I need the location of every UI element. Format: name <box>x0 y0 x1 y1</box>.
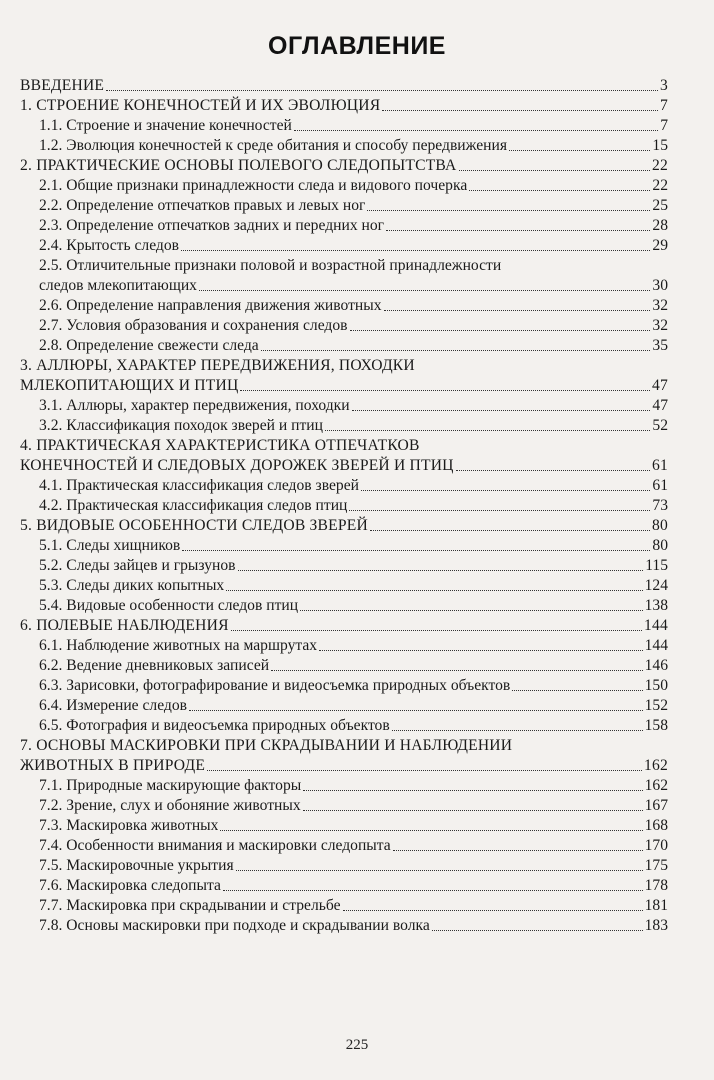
toc-entry-line <box>39 316 668 336</box>
toc-section-entry <box>20 916 668 936</box>
toc-entry-line <box>39 116 668 136</box>
toc-section-entry <box>20 656 668 676</box>
toc-entry-title: 6.5. Фотография и видеосъемка природных объектов <box>39 717 390 734</box>
toc-entry-title: 7.2. Зрение, слух и обоняние животных <box>39 797 301 814</box>
toc-entry-title: 5.1. Следы хищников <box>39 537 181 554</box>
toc-section-entry <box>20 296 668 316</box>
toc-entry-page: 146 <box>644 657 668 674</box>
toc-entry-page: 152 <box>644 697 668 714</box>
toc-entry-page: 80 <box>652 517 668 534</box>
toc-entry-page: 162 <box>644 757 668 774</box>
toc-section-entry <box>20 876 668 896</box>
toc-entry-page: 35 <box>652 337 668 354</box>
toc-section-entry <box>20 116 668 136</box>
dot-leader <box>512 690 642 691</box>
toc-entry-title: 2.7. Условия образования и сохранения следов <box>39 317 348 334</box>
toc-section-entry <box>20 676 668 696</box>
dot-leader <box>303 790 642 791</box>
toc-entry-title: 6.4. Измерение следов <box>39 697 188 714</box>
toc-entry-title: 6. ПОЛЕВЫЕ НАБЛЮДЕНИЯ <box>20 617 229 634</box>
toc-section-entry <box>20 816 668 836</box>
toc-entry-line <box>39 696 668 716</box>
toc-entry-page: 52 <box>652 417 668 434</box>
dot-leader <box>350 330 651 331</box>
dot-leader <box>325 430 650 431</box>
page-number: 225 <box>345 1037 369 1053</box>
toc-entry-title-continued: ЖИВОТНЫХ В ПРИРОДЕ <box>20 757 206 774</box>
dot-leader <box>238 570 644 571</box>
toc-section-entry <box>20 896 668 916</box>
toc-entry-title: 2.4. Крытость следов <box>39 237 180 254</box>
toc-entry-page: 158 <box>644 717 668 734</box>
toc-entry-title: 7.1. Природные маскирующие факторы <box>39 777 302 794</box>
dot-leader <box>220 830 642 831</box>
toc-entry-page: 150 <box>644 677 668 694</box>
toc-entry-title: 2.2. Определение отпечатков правых и левых ног <box>39 197 366 214</box>
toc-section-entry <box>20 336 668 356</box>
toc-entry-line <box>39 776 668 796</box>
toc-section-entry <box>20 176 668 196</box>
toc-entry-page: 7 <box>660 117 668 134</box>
toc-entry-line <box>39 896 668 916</box>
toc-entry-line <box>39 836 668 856</box>
toc-entry-title: 6.2. Ведение дневниковых записей <box>39 657 270 674</box>
toc-section-entry <box>20 236 668 256</box>
toc-entry-line <box>20 736 668 756</box>
toc-entry-line <box>39 236 668 256</box>
dot-leader <box>456 470 650 471</box>
toc-entry-line <box>20 96 668 116</box>
toc-entry-line <box>39 276 668 296</box>
toc-entry-title: 3. АЛЛЮРЫ, ХАРАКТЕР ПЕРЕДВИЖЕНИЯ, ПОХОДКИ <box>20 357 415 374</box>
toc-entry-line <box>20 156 668 176</box>
dot-leader <box>226 590 642 591</box>
toc-entry-title: 2.3. Определение отпечатков задних и передних ног <box>39 217 385 234</box>
dot-leader <box>294 130 658 131</box>
page-title: ОГЛАВЛЕНИЕ <box>268 32 446 60</box>
toc-entry-line <box>39 596 668 616</box>
toc-entry-page: 144 <box>644 637 668 654</box>
dot-leader <box>349 510 650 511</box>
dot-leader <box>432 930 643 931</box>
toc-entry-line <box>39 496 668 516</box>
dot-leader <box>189 710 643 711</box>
toc-entry-page: 32 <box>652 317 668 334</box>
toc-entry-title: 7.8. Основы маскировки при подходе и скрадывании волка <box>39 917 430 934</box>
dot-leader <box>352 410 651 411</box>
toc-entry-line <box>20 436 668 456</box>
toc-entry-line <box>39 216 668 236</box>
toc-entry-page: 183 <box>644 917 668 934</box>
dot-leader <box>236 870 643 871</box>
dot-leader <box>509 150 650 151</box>
toc-entry-page: 22 <box>652 177 668 194</box>
toc-entry-page: 25 <box>652 197 668 214</box>
toc-chapter-entry <box>20 616 668 636</box>
toc-entry-page: 32 <box>652 297 668 314</box>
dot-leader <box>319 650 643 651</box>
toc-section-entry <box>20 136 668 156</box>
toc-chapter-entry <box>20 156 668 176</box>
toc-entry-page: 167 <box>644 797 668 814</box>
toc-section-entry <box>20 856 668 876</box>
toc-entry-title: 2.8. Определение свежести следа <box>39 337 259 354</box>
dot-leader <box>367 210 650 211</box>
toc-entry-line <box>39 636 668 656</box>
toc-entry-title: 6.1. Наблюдение животных на маршрутах <box>39 637 318 654</box>
toc-chapter-entry <box>20 76 668 96</box>
toc-entry-page: 80 <box>652 537 668 554</box>
toc-entry-page: 47 <box>652 377 668 394</box>
toc-entry-title: 1.2. Эволюция конечностей к среде обитания и способу передвижения <box>39 137 508 154</box>
toc-entry-page: 22 <box>652 157 668 174</box>
toc-entry-page: 30 <box>652 277 668 294</box>
toc-entry-line <box>39 876 668 896</box>
toc-entry-title: 7. ОСНОВЫ МАСКИРОВКИ ПРИ СКРАДЫВАНИИ И НАБЛЮДЕНИИ <box>20 737 513 754</box>
dot-leader <box>361 490 650 491</box>
toc-entry-line <box>39 916 668 936</box>
toc-entry-title: 1. СТРОЕНИЕ КОНЕЧНОСТЕЙ И ИХ ЭВОЛЮЦИЯ <box>20 97 381 114</box>
toc-entry-title-continued: МЛЕКОПИТАЮЩИХ И ПТИЦ <box>20 377 239 394</box>
toc-entry-page: 175 <box>644 857 668 874</box>
toc-entry-title: 5.2. Следы зайцев и грызунов <box>39 557 236 574</box>
dot-leader <box>382 110 658 111</box>
toc-entry-title: 4.1. Практическая классификация следов зверей <box>39 477 359 494</box>
table-of-contents <box>20 76 668 936</box>
toc-section-entry <box>20 476 668 496</box>
dot-leader <box>240 390 650 391</box>
dot-leader <box>271 670 643 671</box>
toc-entry-line <box>39 816 668 836</box>
toc-section-entry <box>20 416 668 436</box>
toc-section-entry <box>20 216 668 236</box>
toc-entry-title-continued: следов млекопитающих <box>39 277 197 294</box>
dot-leader <box>343 910 643 911</box>
toc-entry-line <box>39 556 668 576</box>
dot-leader <box>300 610 643 611</box>
dot-leader <box>459 170 651 171</box>
toc-entry-line <box>20 456 668 476</box>
toc-entry-title: 5. ВИДОВЫЕ ОСОБЕННОСТИ СЛЕДОВ ЗВЕРЕЙ <box>20 517 368 534</box>
toc-entry-title: 4.2. Практическая классификация следов птиц <box>39 497 348 514</box>
toc-entry-page: 7 <box>660 97 668 114</box>
toc-entry-title: 7.7. Маскировка при скрадывании и стрельбе <box>39 897 341 914</box>
toc-entry-title: 6.3. Зарисовки, фотографирование и видеосъемка природных объектов <box>39 677 511 694</box>
dot-leader <box>261 350 651 351</box>
toc-entry-page: 73 <box>652 497 668 514</box>
toc-chapter-entry <box>20 516 668 536</box>
toc-entry-title: 7.3. Маскировка животных <box>39 817 219 834</box>
toc-entry-page: 170 <box>644 837 668 854</box>
toc-entry-page: 144 <box>644 617 668 634</box>
toc-entry-title: 1.1. Строение и значение конечностей <box>39 117 292 134</box>
toc-entry-title: 2. ПРАКТИЧЕСКИЕ ОСНОВЫ ПОЛЕВОГО СЛЕДОПЫТСТВА <box>20 157 457 174</box>
dot-leader <box>182 550 650 551</box>
toc-entry-line <box>39 176 668 196</box>
toc-chapter-entry <box>20 736 668 776</box>
dot-leader <box>223 890 643 891</box>
dot-leader <box>392 730 643 731</box>
dot-leader <box>181 250 650 251</box>
toc-section-entry <box>20 536 668 556</box>
toc-entry-title-continued: КОНЕЧНОСТЕЙ И СЛЕДОВЫХ ДОРОЖЕК ЗВЕРЕЙ И ПТИЦ <box>20 457 454 474</box>
toc-entry-line <box>39 136 668 156</box>
toc-entry-page: 29 <box>652 237 668 254</box>
toc-entry-title: ВВЕДЕНИЕ <box>20 77 105 94</box>
dot-leader <box>469 190 650 191</box>
toc-section-entry <box>20 596 668 616</box>
toc-section-entry <box>20 496 668 516</box>
dot-leader <box>303 810 643 811</box>
toc-entry-page: 47 <box>652 397 668 414</box>
toc-entry-title: 7.5. Маскировочные укрытия <box>39 857 234 874</box>
toc-section-entry <box>20 256 668 296</box>
toc-chapter-entry <box>20 436 668 476</box>
toc-entry-line <box>20 376 668 396</box>
toc-entry-title: 2.5. Отличительные признаки половой и возрастной принадлежности <box>39 257 502 274</box>
toc-section-entry <box>20 636 668 656</box>
toc-section-entry <box>20 576 668 596</box>
toc-section-entry <box>20 396 668 416</box>
toc-entry-page: 124 <box>644 577 668 594</box>
toc-entry-page: 178 <box>644 877 668 894</box>
dot-leader <box>106 90 658 91</box>
toc-entry-page: 181 <box>644 897 668 914</box>
toc-entry-line <box>20 76 668 96</box>
dot-leader <box>393 850 643 851</box>
toc-chapter-entry <box>20 356 668 396</box>
dot-leader <box>386 230 650 231</box>
toc-chapter-entry <box>20 96 668 116</box>
toc-section-entry <box>20 836 668 856</box>
toc-entry-line <box>39 416 668 436</box>
toc-entry-page: 138 <box>644 597 668 614</box>
dot-leader <box>207 770 642 771</box>
toc-entry-title: 7.6. Маскировка следопыта <box>39 877 221 894</box>
toc-entry-line <box>39 476 668 496</box>
toc-section-entry <box>20 796 668 816</box>
toc-entry-title: 7.4. Особенности внимания и маскировки следопыта <box>39 837 391 854</box>
toc-entry-title: 5.3. Следы диких копытных <box>39 577 225 594</box>
toc-entry-line <box>39 256 668 276</box>
toc-entry-title: 4. ПРАКТИЧЕСКАЯ ХАРАКТЕРИСТИКА ОТПЕЧАТКОВ <box>20 437 420 454</box>
toc-entry-line <box>20 516 668 536</box>
toc-entry-line <box>39 536 668 556</box>
toc-section-entry <box>20 556 668 576</box>
toc-entry-line <box>39 296 668 316</box>
toc-entry-page: 61 <box>652 477 668 494</box>
toc-entry-line <box>39 196 668 216</box>
dot-leader <box>199 290 650 291</box>
toc-entry-page: 162 <box>644 777 668 794</box>
toc-entry-title: 5.4. Видовые особенности следов птиц <box>39 597 299 614</box>
toc-section-entry <box>20 696 668 716</box>
toc-entry-page: 168 <box>644 817 668 834</box>
toc-section-entry <box>20 716 668 736</box>
toc-entry-line <box>20 356 668 376</box>
toc-section-entry <box>20 316 668 336</box>
toc-entry-line <box>39 656 668 676</box>
toc-entry-title: 3.2. Классификация походок зверей и птиц <box>39 417 323 434</box>
toc-entry-line <box>20 616 668 636</box>
toc-entry-line <box>39 856 668 876</box>
toc-entry-line <box>39 576 668 596</box>
toc-entry-page: 3 <box>660 77 668 94</box>
toc-entry-line <box>39 396 668 416</box>
toc-entry-page: 61 <box>652 457 668 474</box>
dot-leader <box>231 630 642 631</box>
toc-entry-title: 3.1. Аллюры, характер передвижения, походки <box>39 397 350 414</box>
toc-section-entry <box>20 196 668 216</box>
toc-entry-title: 2.1. Общие признаки принадлежности следа и видового почерка <box>39 177 468 194</box>
toc-entry-page: 115 <box>645 557 668 574</box>
toc-entry-page: 15 <box>652 137 668 154</box>
toc-entry-title: 2.6. Определение направления движения животных <box>39 297 382 314</box>
toc-entry-line <box>20 756 668 776</box>
toc-entry-line <box>39 716 668 736</box>
toc-section-entry <box>20 776 668 796</box>
toc-entry-page: 28 <box>652 217 668 234</box>
dot-leader <box>370 530 650 531</box>
toc-entry-line <box>39 796 668 816</box>
dot-leader <box>384 310 651 311</box>
toc-entry-line <box>39 676 668 696</box>
toc-entry-line <box>39 336 668 356</box>
